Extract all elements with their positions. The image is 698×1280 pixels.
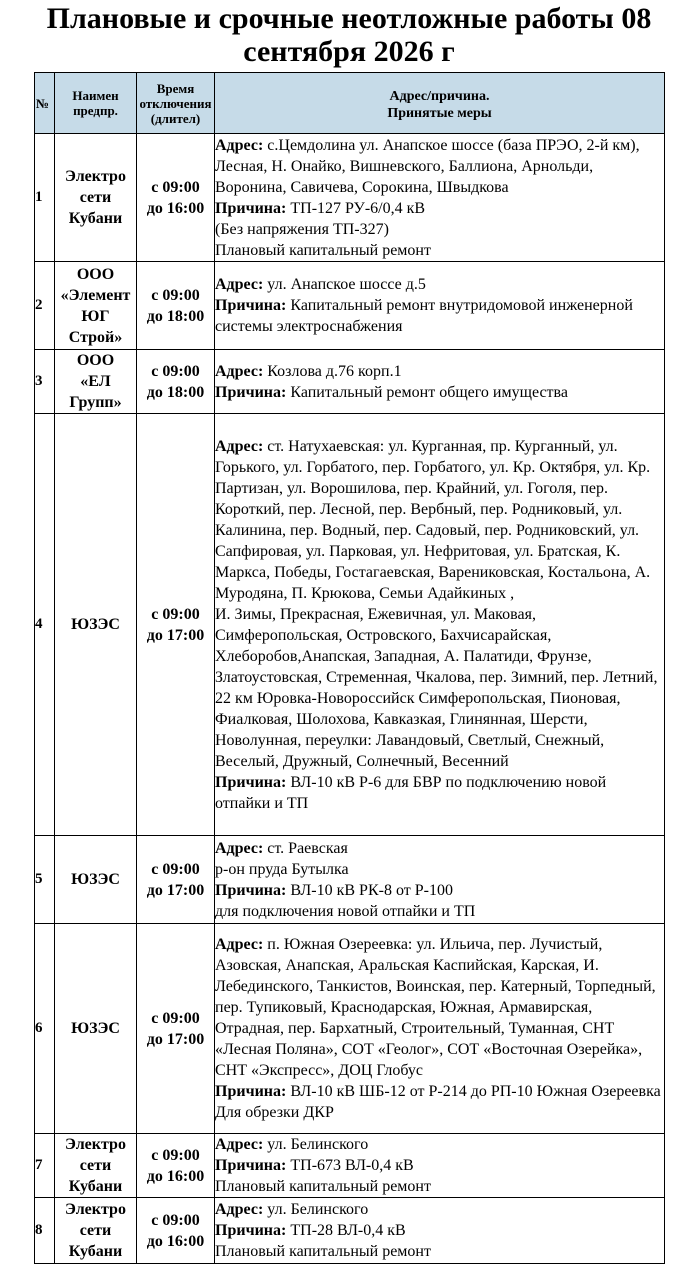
outage-time: с 09:00 до 17:00 xyxy=(137,924,215,1134)
organization-name: ООО «Элемент ЮГ Строй» xyxy=(55,262,137,350)
address-reason-cell xyxy=(215,1198,665,1264)
address-line xyxy=(215,240,664,261)
address-line xyxy=(215,1241,664,1262)
address-line xyxy=(215,859,664,880)
address-line xyxy=(215,772,664,814)
table-body xyxy=(35,134,665,1264)
outage-time: с 09:00 до 17:00 xyxy=(137,836,215,924)
address-line xyxy=(215,274,664,295)
address-reason-cell xyxy=(215,836,665,924)
field-label: Причина: xyxy=(215,199,287,217)
table-row xyxy=(35,1134,665,1198)
page-title: Плановые и срочные неотложные работы 08 сентября 2026 г xyxy=(46,2,652,68)
field-text: ВЛ-10 кВ ШБ-12 от Р-214 до РП-10 Южная Озереевка xyxy=(286,1083,661,1100)
row-number: 8 xyxy=(35,1198,55,1264)
field-text: Для обрезки ДКР xyxy=(215,1104,334,1121)
address-line xyxy=(215,1220,664,1241)
address-line xyxy=(215,1081,664,1102)
field-label: Адрес: xyxy=(215,839,264,857)
field-label: Причина: xyxy=(215,1083,287,1100)
field-text: Капитальный ремонт внутридомовой инженерной системы электроснабжения xyxy=(215,297,633,335)
table-row xyxy=(35,134,665,262)
outage-time: с 09:00 до 16:00 xyxy=(137,1198,215,1264)
organization-name: Электро сети Кубани xyxy=(55,134,137,262)
field-label: Причина: xyxy=(215,1157,287,1174)
field-text: ст. Натухаевская: ул. Курганная, пр. Курганный, ул. Горького, ул. Горбатого, пер. Горбатого, ул. Кр. Октября, ул. Кр. Партизан, ул. Ворошилова, пер. Крайний, ул. Гоголя, пер. Короткий, пер. Лесной, пер. Вербный, пер. Родниковый, ул. Калинина, пер. Водный, пер. Садовый, пер. Родниковский, ул. Сапфировая, ул. Парковая, ул. Нефритовая, ул. Братская, К. Маркса, Победы, Гостагаевская, Варениковская, Костальона, А. Муродяна, П. Крюкова, Семьи Адайкиных , xyxy=(215,437,651,602)
address-line xyxy=(215,1176,664,1197)
field-text: ст. Раевская xyxy=(263,839,348,857)
field-label: Адрес: xyxy=(215,1136,264,1153)
header-org: Наимен предпр. xyxy=(55,73,137,134)
organization-name: ООО «ЕЛ Групп» xyxy=(55,350,137,414)
address-line xyxy=(215,901,664,922)
field-text: ВЛ-10 кВ РК-8 от Р-100 xyxy=(286,881,453,899)
table-row xyxy=(35,414,665,836)
field-label: Причина: xyxy=(215,1222,287,1239)
address-reason-cell xyxy=(215,134,665,262)
address-reason-cell xyxy=(215,414,665,836)
field-text: Козлова д.76 корп.1 xyxy=(263,362,402,380)
field-text: Капитальный ремонт общего имущества xyxy=(286,383,568,401)
table-row xyxy=(35,836,665,924)
field-label: Адрес: xyxy=(215,136,264,154)
field-label: Причина: xyxy=(215,881,287,899)
address-line xyxy=(215,1155,664,1176)
outage-time: с 09:00 до 16:00 xyxy=(137,1134,215,1198)
field-label: Адрес: xyxy=(215,936,264,953)
address-line xyxy=(215,436,664,604)
outage-time: с 09:00 до 18:00 xyxy=(137,350,215,414)
field-label: Адрес: xyxy=(215,1201,264,1218)
organization-name: ЮЗЭС xyxy=(55,414,137,836)
field-label: Адрес: xyxy=(215,362,264,380)
field-label: Адрес: xyxy=(215,437,264,455)
address-reason-cell xyxy=(215,1134,665,1198)
row-number: 4 xyxy=(35,414,55,836)
organization-name: Электро сети Кубани xyxy=(55,1134,137,1198)
row-number: 7 xyxy=(35,1134,55,1198)
field-text: п. Южная Озереевка: ул. Ильича, пер. Лучистый, Азовская, Анапская, Аральская Каспийская, Карская, И. Лебединского, Танкистов, Воинская, пер. Катерный, Торпедный, пер. Тупиковый, Краснодарская, Южная, Армавирская, Отрадная, пер. Бархатный, Строительный, Туманная, СНТ «Лесная Поляна», СОТ «Геолог», СОТ «Восточная Озерейка», СНТ «Экспресс», ДОЦ Глобус xyxy=(215,936,656,1079)
field-text: ул. Белинского xyxy=(263,1136,369,1153)
address-line xyxy=(215,880,664,901)
organization-name: ЮЗЭС xyxy=(55,924,137,1134)
field-label: Причина: xyxy=(215,383,287,401)
address-line xyxy=(215,838,664,859)
organization-name: ЮЗЭС xyxy=(55,836,137,924)
table-header-row xyxy=(35,73,665,134)
field-text: (Без напряжения ТП-327) xyxy=(215,220,389,238)
field-text: ТП-673 ВЛ-0,4 кВ xyxy=(286,1157,414,1174)
outage-schedule-table xyxy=(34,72,665,1264)
table-row xyxy=(35,924,665,1134)
address-line xyxy=(215,1134,664,1155)
header-time: Время отключения (длител) xyxy=(137,73,215,134)
address-line xyxy=(215,219,664,240)
field-text: ул. Анапское шоссе д.5 xyxy=(263,276,426,293)
field-text: ул. Белинского xyxy=(263,1201,369,1218)
address-line xyxy=(215,198,664,219)
address-line xyxy=(215,934,664,1081)
organization-name: Электро сети Кубани xyxy=(55,1198,137,1264)
field-text: Плановый капитальный ремонт xyxy=(215,241,431,259)
row-number: 2 xyxy=(35,262,55,350)
row-number: 6 xyxy=(35,924,55,1134)
field-text: Плановый капитальный ремонт xyxy=(215,1178,431,1195)
address-line xyxy=(215,135,664,198)
address-reason-cell xyxy=(215,350,665,414)
address-line xyxy=(215,361,664,382)
address-line xyxy=(215,1102,664,1123)
header-num: № xyxy=(35,73,55,134)
field-label: Причина: xyxy=(215,297,287,314)
address-line xyxy=(215,1199,664,1220)
field-text: Плановый капитальный ремонт xyxy=(215,1243,431,1260)
table-row xyxy=(35,262,665,350)
table-row xyxy=(35,1198,665,1264)
header-address: Адрес/причина. Принятые меры xyxy=(215,73,665,134)
address-line xyxy=(215,382,664,403)
row-number: 5 xyxy=(35,836,55,924)
field-text: с.Цемдолина ул. Анапское шоссе (база ПРЭО, 2-й км), Лесная, Н. Онайко, Вишневского, Баллиона, Арнольди, Воронина, Савичева, Сорокина, Швыдкова xyxy=(215,136,640,196)
row-number: 3 xyxy=(35,350,55,414)
address-line xyxy=(215,295,664,337)
field-text: ТП-28 ВЛ-0,4 кВ xyxy=(286,1222,406,1239)
field-label: Причина: xyxy=(215,773,287,791)
field-text: ВЛ-10 кВ Р-6 для БВР по подключению новой отпайки и ТП xyxy=(215,773,607,812)
address-line xyxy=(215,604,664,772)
address-reason-cell xyxy=(215,924,665,1134)
field-text: для подключения новой отпайки и ТП xyxy=(215,902,476,920)
outage-time: с 09:00 до 17:00 xyxy=(137,414,215,836)
field-label: Адрес: xyxy=(215,276,264,293)
outage-time: с 09:00 до 18:00 xyxy=(137,262,215,350)
field-text: р-он пруда Бутылка xyxy=(215,860,349,878)
field-text: ТП-127 РУ-6/0,4 кВ xyxy=(286,199,426,217)
address-reason-cell xyxy=(215,262,665,350)
row-number: 1 xyxy=(35,134,55,262)
table-row xyxy=(35,350,665,414)
outage-time: с 09:00 до 16:00 xyxy=(137,134,215,262)
field-text: И. Зимы, Прекрасная, Ежевичная, ул. Маковая, Симферопольская, Островского, Бахчисарайская, Хлеборобов,Анапская, Западная, А. Палатиди, Фрунзе, Златоустовская, Стременная, Чкалова, пер. Зимний, пер. Летний, 22 км Юровка-Новороссийск Симферопольская, Пионовая, Фиалковая, Шолохова, Кавказкая, Глинянная, Шерсти, Новолунная, переулки: Лавандовый, Светлый, Снежный, Веселый, Дружный, Солнечный, Весенний xyxy=(215,605,658,770)
